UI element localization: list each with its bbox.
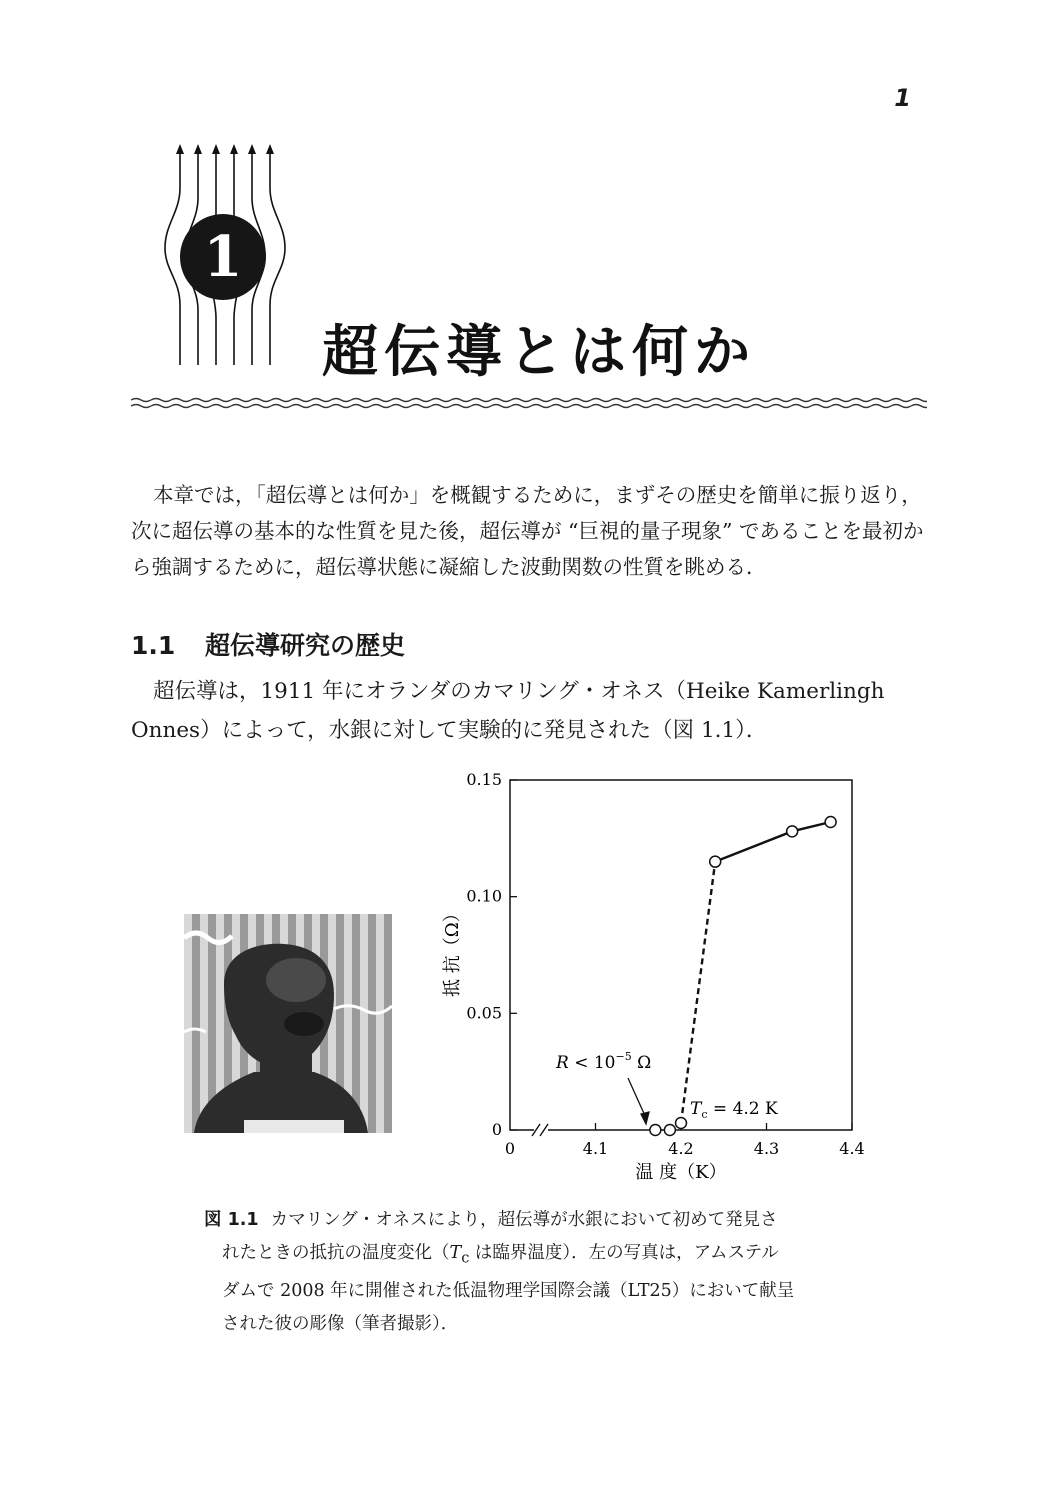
x-tick-label: 4.4 [839,1139,865,1158]
figure-caption [204,1204,854,1341]
arrow-up-icon [266,144,274,154]
figure-label: 図 1.1 [204,1210,259,1230]
series-lines [681,822,831,1123]
y-tick-label: 0 [491,1120,502,1139]
chapter-title: 超伝導とは何か [322,320,756,385]
caption-line-3: ダムで 2008 年に開催された低温物理学国際会議（LT25）において献呈 [222,1280,795,1301]
caption-tc-sub: c [461,1249,470,1267]
caption-text-2a: れたときの抵抗の温度変化（ [222,1243,450,1263]
body-paragraph: 超伝導は，1911 年にオランダのカマリング・オネス（Heike Kamerlingh Onnes）によって，水銀に対して実験的に発見された（図 1.1）． [131,679,885,743]
x-axis-label: 温 度（K） [635,1162,727,1183]
caption-text-2b: は臨界温度）．左の写真は，アムステル [469,1243,779,1263]
caption-line-1 [204,1204,854,1237]
bust-photo [184,914,392,1133]
x-tick-label: 4.2 [668,1139,694,1158]
y-tick-label: 0.10 [466,886,502,906]
tick-marks [510,780,852,1130]
caption-tc: T [449,1243,462,1263]
caption-line-4: された彼の彫像（筆者撮影）． [222,1313,459,1334]
x-tick-label: 0 [504,1139,516,1158]
resistance-chart [440,762,880,1192]
section-title: 超伝導研究の歴史 [205,631,406,660]
chapter-number: 1 [180,214,266,300]
arrow-up-icon [248,144,256,154]
r-annotation: $R < 10^{-5}$ Ω [556,1050,652,1073]
data-point [676,1118,687,1129]
y-axis-label [442,904,463,997]
series-line-transition [681,862,715,1123]
arrow-up-icon [212,144,220,154]
page-number: 1 [894,84,911,112]
data-point [825,817,836,828]
section-number: 1.1 [131,631,176,660]
x-tick-label: 4.3 [753,1139,780,1158]
plot-frame [510,780,852,1130]
caption-line-2 [204,1237,854,1275]
caption-text-1: カマリング・オネスにより，超伝導が水銀において初めて発見さ [270,1210,778,1230]
data-point [710,856,721,867]
axis-break [532,1124,548,1136]
data-point [787,826,798,837]
y-tick-label: 0.15 [466,770,502,789]
data-point [664,1125,675,1136]
intro-paragraph: 本章では，「超伝導とは何か」を概観するために，まずその歴史を簡単に振り返り，次に超伝導の基本的な性質を見た後，超伝導が “巨視的量子現象” であることを最初から強調するために，超伝導状態に凝縮した波動関数の性質を眺める． [131,483,924,579]
wavy-rule [131,396,927,410]
y-axis-label-text: 抵 抗（Ω） [442,904,463,997]
x-tick-label: 4.1 [582,1139,609,1158]
arrow-up-icon [194,144,202,154]
series-line-normal [715,822,830,862]
section-heading [131,626,405,662]
arrow-up-icon [230,144,238,154]
r-annotation-arrow [628,1078,649,1124]
arrow-heads [176,144,274,154]
series-points [650,817,836,1136]
data-point [650,1125,661,1136]
tc-annotation: $T_c = 4.2$ K [690,1099,778,1121]
arrow-up-icon [176,144,184,154]
y-tick-label: 0.05 [466,1003,502,1023]
